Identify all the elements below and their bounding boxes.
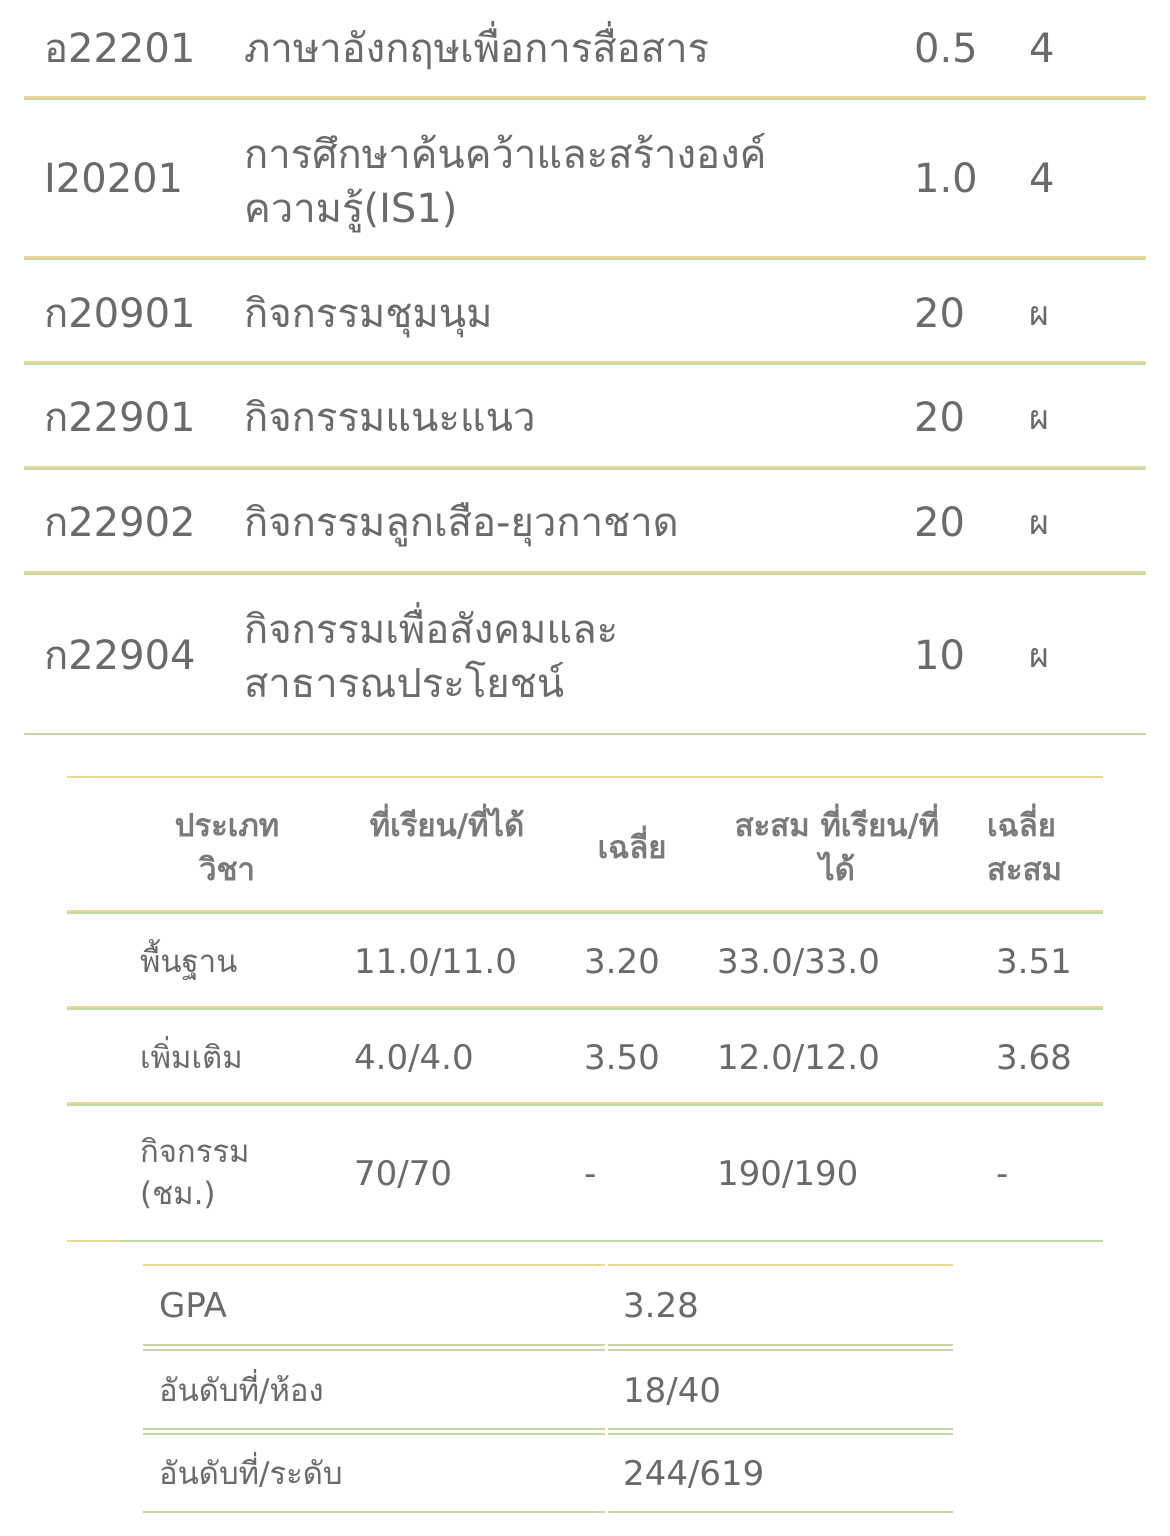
table-divider xyxy=(143,1433,605,1435)
course-row xyxy=(24,260,1146,365)
course-row xyxy=(24,365,1146,470)
course-name: กิจกรรมแนะแนว xyxy=(244,395,536,441)
table-divider xyxy=(608,1264,953,1266)
course-code: ก20901 xyxy=(44,291,196,337)
course-code: อ22201 xyxy=(44,26,196,72)
course-credit: 1.0 xyxy=(914,156,978,202)
course-table xyxy=(24,0,1146,735)
course-credit: 20 xyxy=(914,500,965,546)
table-divider xyxy=(143,1349,605,1351)
course-code: ก22901 xyxy=(44,395,196,441)
table-divider xyxy=(67,1240,119,1242)
summary-type: พื้นฐาน xyxy=(140,944,238,980)
course-credit: 0.5 xyxy=(914,26,978,72)
table-divider xyxy=(608,1433,953,1435)
course-grade: ผ xyxy=(1029,636,1049,676)
course-name: กิจกรรมเพื่อสังคมและสาธารณประโยชน์ xyxy=(244,607,619,707)
summary-cumulative-average: - xyxy=(996,1154,1009,1194)
summary-earned: 70/70 xyxy=(354,1154,452,1194)
course-row xyxy=(24,575,1146,735)
class-rank-value: 18/40 xyxy=(623,1371,721,1411)
summary-cumulative-earned: 33.0/33.0 xyxy=(717,942,880,982)
summary-cumulative-average: 3.68 xyxy=(996,1038,1072,1078)
table-divider xyxy=(143,1344,605,1346)
summary-cumulative-average: 3.51 xyxy=(996,942,1072,982)
table-divider xyxy=(143,1511,605,1513)
course-credit: 10 xyxy=(914,633,965,679)
table-divider xyxy=(143,1264,605,1266)
table-divider xyxy=(67,1102,1103,1106)
course-row xyxy=(24,470,1146,575)
course-credit: 20 xyxy=(914,395,965,441)
course-code: ก22904 xyxy=(44,633,196,679)
course-name: การศึกษาค้นคว้าและสร้างองค์ความรู้(IS1) xyxy=(244,132,767,232)
table-divider xyxy=(67,776,1103,778)
course-grade: 4 xyxy=(1029,156,1055,202)
course-name: กิจกรรมชุมนุม xyxy=(244,291,493,337)
course-code: ก22902 xyxy=(44,500,196,546)
class-rank-label: อันดับที่/ห้อง xyxy=(159,1373,324,1409)
table-divider xyxy=(143,1428,605,1430)
course-code: I20201 xyxy=(44,156,184,202)
course-name: ภาษาอังกฤษเพื่อการสื่อสาร xyxy=(244,26,710,72)
summary-average: 3.50 xyxy=(584,1038,660,1078)
course-name: กิจกรรมลูกเสือ-ยุวกาชาด xyxy=(244,500,679,546)
table-divider xyxy=(608,1428,953,1430)
summary-earned: 11.0/11.0 xyxy=(354,942,517,982)
course-grade: 4 xyxy=(1029,26,1055,72)
table-divider xyxy=(608,1349,953,1351)
table-divider xyxy=(67,1006,1103,1010)
summary-average: - xyxy=(584,1154,597,1194)
header-earned: ที่เรียน/ที่ได้ xyxy=(369,808,525,844)
course-grade: ผ xyxy=(1029,294,1049,334)
summary-type: เพิ่มเติม xyxy=(140,1040,243,1076)
header-cumulative-average: เฉลี่ยสะสม xyxy=(987,808,1062,888)
table-divider xyxy=(67,910,1103,914)
summary-average: 3.20 xyxy=(584,942,660,982)
course-credit: 20 xyxy=(914,291,965,337)
table-divider xyxy=(67,1240,1103,1242)
level-rank-value: 244/619 xyxy=(623,1454,765,1494)
level-rank-label: อันดับที่/ระดับ xyxy=(159,1456,343,1492)
summary-type: กิจกรรม (ชม.) xyxy=(140,1134,250,1212)
course-row xyxy=(24,100,1146,260)
summary-earned: 4.0/4.0 xyxy=(354,1038,474,1078)
summary-table xyxy=(67,776,1103,1244)
gpa-label: GPA xyxy=(159,1286,227,1326)
course-grade: ผ xyxy=(1029,503,1049,543)
course-row xyxy=(24,0,1146,100)
summary-cumulative-earned: 12.0/12.0 xyxy=(717,1038,880,1078)
header-average: เฉลี่ย xyxy=(597,830,667,866)
gpa-value: 3.28 xyxy=(623,1286,699,1326)
summary-cumulative-earned: 190/190 xyxy=(717,1154,859,1194)
header-subject-type: ประเภทวิชา xyxy=(174,808,280,888)
course-grade: ผ xyxy=(1029,398,1049,438)
table-divider xyxy=(608,1344,953,1346)
header-cumulative-earned: สะสม ที่เรียน/ที่ได้ xyxy=(734,808,940,888)
gpa-table xyxy=(143,1264,953,1516)
table-divider xyxy=(608,1511,953,1513)
